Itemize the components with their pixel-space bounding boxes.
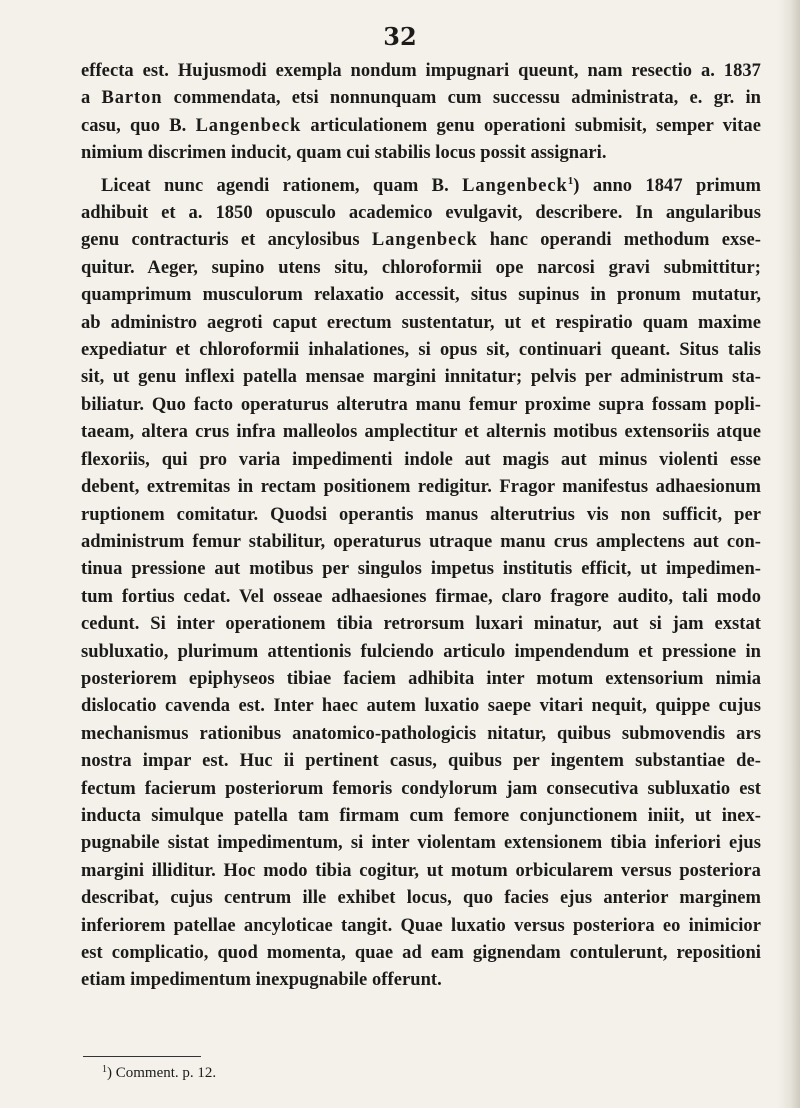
author-name: Langenbeck [462, 175, 568, 196]
text-line: administrum femur stabilitur, operaturus utraque manu crus amplectens aut con- [81, 531, 761, 552]
text-line: etiam impedimentum inexpugnabile offerunt. [81, 970, 442, 991]
text-line: margini illiditur. Hoc modo tibia cogitur, ut motum orbicularem versus posteriora [81, 860, 761, 881]
text-line: inferiorem patellae ancyloticae tangit. Quae luxatio versus posteriora eo inimicior [81, 915, 761, 936]
footnote-reference: 1 [567, 174, 574, 187]
text-line: debent, extremitas in rectam positionem redigitur. Fragor manifestus adhaesionum [81, 477, 761, 498]
footnote [102, 1064, 216, 1082]
footnote-marker: 1 [102, 1064, 107, 1075]
text-line: fectum facierum posteriorum femoris condylorum jam consecutiva subluxatio est [81, 778, 761, 799]
text-line: tum fortius cedat. Vel osseae adhaesiones firmae, claro fragore audito, tali modo [81, 586, 761, 607]
author-name: Barton [101, 88, 163, 109]
text-line [81, 168, 761, 200]
author-name: Langenbeck [195, 115, 302, 136]
text-run: genu contracturis et ancylosibus [81, 230, 372, 251]
text-line: subluxatio, plurimum attentionis fulciendo articulo impendendum et pressione in [81, 641, 761, 662]
text-line: est complicatio, quod momenta, quae ad eam gignendam contulerunt, repositioni [81, 943, 761, 963]
page-number: 32 [383, 22, 417, 51]
text-line: taeam, altera crus infra malleolos amplectitur et alternis motibus extensoriis atque [81, 422, 761, 443]
text-line: effecta est. Hujusmodi exempla nondum impugnari queunt, nam resectio a. 1837 [81, 61, 761, 81]
text-line: nostra impar est. Huc ii pertinent casus, quibus per ingentem substantiae de- [81, 751, 761, 772]
body-text [81, 58, 761, 995]
text-run: a [81, 88, 102, 109]
text-line [81, 113, 761, 140]
text-line: quamprimum musculorum relaxatio accessit, situs supinus in pronum mutatur, [81, 285, 761, 306]
text-line: expediatur et chloroformii inhalationes, si opus sit, continuari queant. Situs talis [81, 340, 761, 361]
text-line: biliatur. Quo facto operaturus alterutra manu femur proxime supra fossam popli- [81, 394, 761, 415]
text-line: tinua pressione aut motibus per singulos impetus institutis efficit, ut impedimen- [81, 559, 761, 580]
text-line [81, 85, 761, 112]
text-run: Liceat nunc agendi rationem, quam B. [101, 175, 463, 196]
text-run: articulationem genu operationi submisit, semper vitae [301, 115, 761, 136]
text-line: inducta simulque patella tam firmam cum femore conjunctionem iniit, ut inex- [81, 805, 761, 826]
text-run: commendata, etsi nonnunquam cum successu administrata, e. gr. in [162, 88, 761, 109]
author-name: Langenbeck [371, 230, 478, 251]
text-run: hanc operandi methodum exse- [477, 230, 761, 251]
text-line: mechanismus rationibus anatomico-pathologicis nitatur, quibus submovendis ars [81, 723, 761, 744]
text-line [81, 227, 761, 254]
text-line: dislocatio cavenda est. Inter haec autem luxatio saepe vitari nequit, quippe cujus [81, 696, 761, 717]
text-line: describat, cujus centrum ille exhibet locus, quo facies ejus anterior marginem [81, 888, 761, 909]
text-run: casu, quo B. [81, 115, 196, 136]
text-line: flexoriis, qui pro varia impedimenti indole aut magis aut minus violenti esse [81, 449, 761, 470]
text-run: ) anno 1847 primum [573, 175, 761, 196]
text-line: quitur. Aeger, supino utens situ, chloroformii ope narcosi gravi submittitur; [81, 257, 761, 278]
text-line: nimium discrimen inducit, quam cui stabilis locus possit assignari. [81, 143, 607, 164]
text-line: pugnabile sistat impedimentum, si inter violentam extensionem tibia inferiori ejus [81, 833, 761, 854]
text-line: ab administro aegroti caput erectum sustentatur, ut et respiratio quam maxime [81, 312, 761, 333]
text-line: sit, ut genu inflexi patella mensae margini innitatur; pelvis per administrum sta- [81, 367, 761, 388]
text-line: posteriorem epiphyseos tibiae faciem adhibita inter motum extensorium nimia [81, 668, 761, 689]
text-line: cedunt. Si inter operationem tibia retrorsum luxari minatur, aut si jam exstat [81, 614, 761, 635]
page-edge-shadow [778, 0, 800, 1108]
footnote-rule [83, 1056, 201, 1057]
footnote-text: ) Comment. p. 12. [107, 1065, 217, 1081]
text-line: ruptionem comitatur. Quodsi operantis manus alterutrius vis non sufficit, per [81, 504, 761, 525]
text-line: adhibuit et a. 1850 opusculo academico evulgavit, describere. In angularibus [81, 203, 761, 224]
